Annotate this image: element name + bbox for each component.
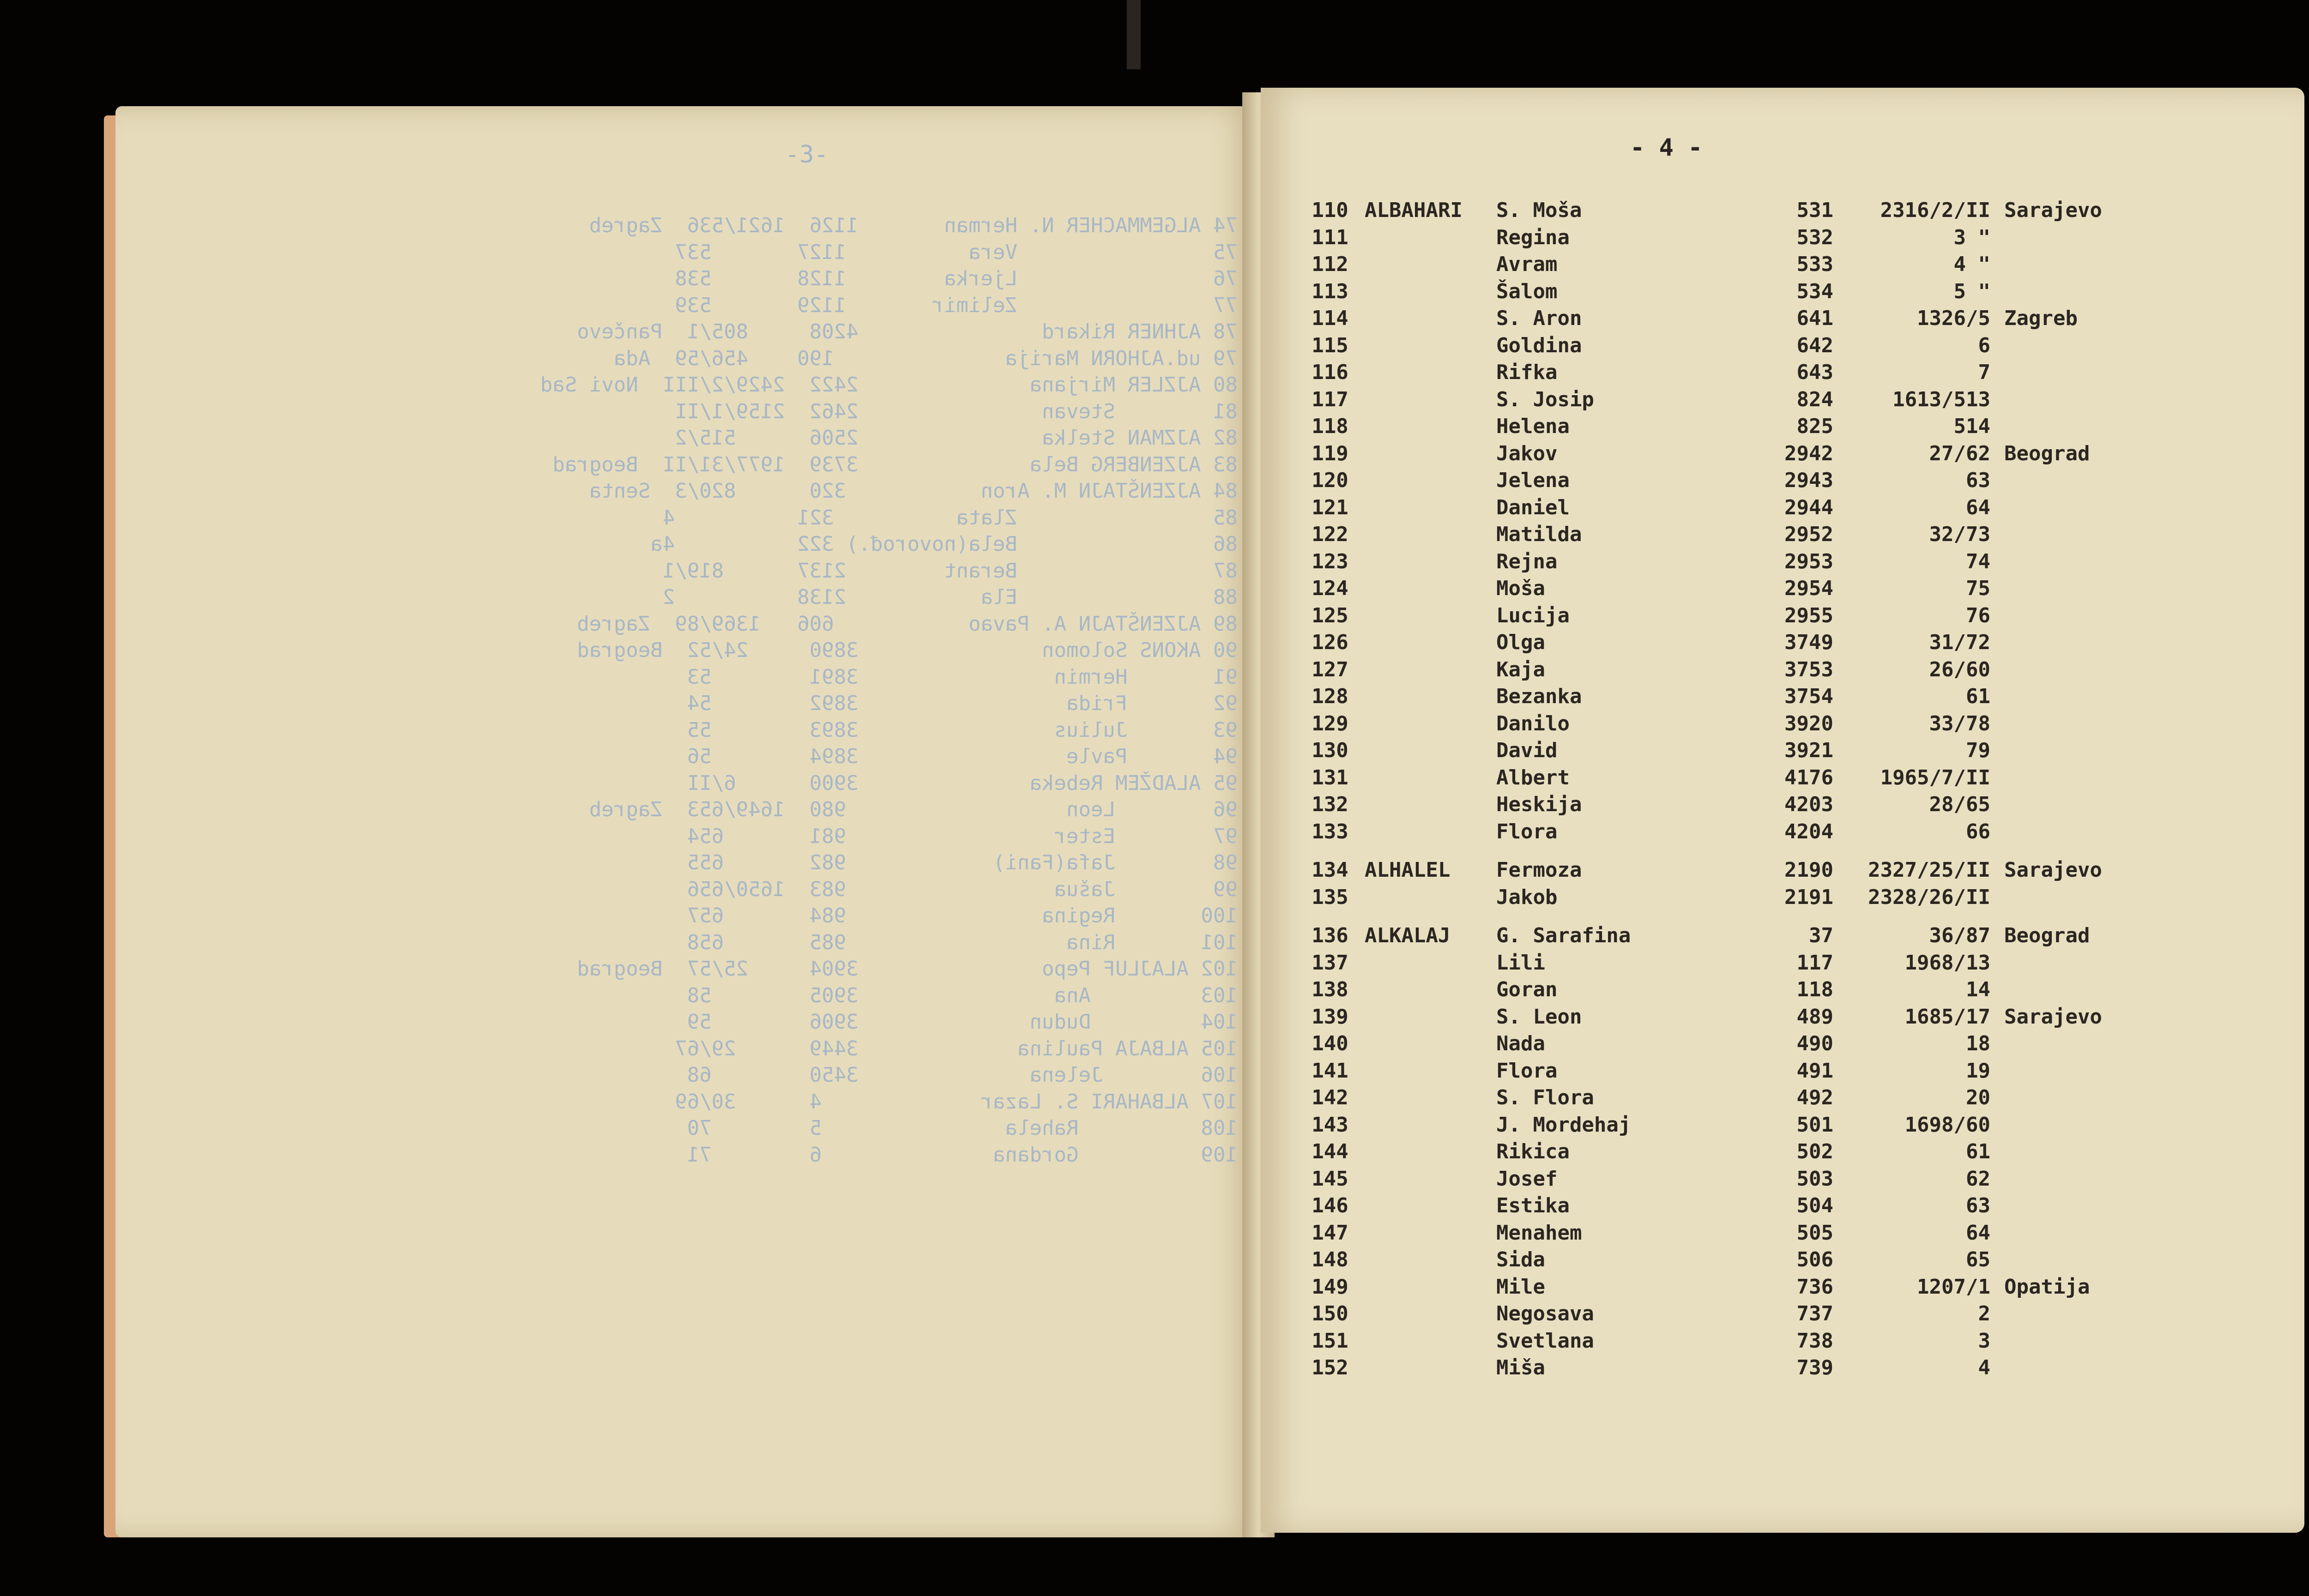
given-name: Sida xyxy=(1496,1248,1545,1271)
register-row xyxy=(0,924,2309,951)
register-row xyxy=(0,1113,2309,1140)
given-name: Mile xyxy=(1496,1275,1545,1299)
entry-number: 119 xyxy=(1312,441,1348,465)
registry-number: 503 xyxy=(1796,1167,1833,1191)
reference-number: 63 xyxy=(1966,1194,1990,1217)
given-name: Avram xyxy=(1496,253,1558,276)
registry-number: 505 xyxy=(1796,1221,1833,1245)
given-name: Menahem xyxy=(1496,1221,1582,1245)
register-row xyxy=(0,307,2309,333)
entry-number: 133 xyxy=(1312,819,1348,843)
mirrored-row: 82 AJZMAN Stelka 2506 515/2 xyxy=(675,426,1238,450)
register-row xyxy=(0,1275,2309,1302)
mirrored-row: 77 Zelimir 1129 539 xyxy=(675,293,1238,317)
registry-number: 736 xyxy=(1796,1275,1833,1299)
given-name: Negosava xyxy=(1496,1302,1594,1325)
left-page-number: -3- xyxy=(785,141,828,169)
register-row xyxy=(0,858,2309,885)
mirrored-row: 78 AJHNER Rikard 4208 805/1 Pančevo xyxy=(577,320,1238,343)
entry-number: 124 xyxy=(1312,577,1348,600)
given-name: Josef xyxy=(1496,1167,1558,1191)
reference-number: 61 xyxy=(1966,1140,1990,1163)
given-name: Rejna xyxy=(1496,549,1558,573)
registry-number: 824 xyxy=(1796,387,1833,411)
registry-number: 117 xyxy=(1796,951,1833,975)
place: Zagreb xyxy=(2004,307,2078,330)
registry-number: 504 xyxy=(1796,1194,1833,1217)
entry-number: 152 xyxy=(1312,1356,1348,1379)
reference-number: 27/62 xyxy=(1929,441,1990,465)
registry-number: 37 xyxy=(1809,924,1833,947)
mirrored-row: 99 Jašua 983 1650/656 xyxy=(687,877,1238,901)
mirrored-row: 94 Pavle 3894 56 xyxy=(687,745,1238,768)
reference-number: 2 xyxy=(1978,1302,1990,1325)
mirrored-row: 85 Zlata 321 4 xyxy=(662,506,1238,530)
reference-number: 63 xyxy=(1966,469,1990,492)
registry-number: 491 xyxy=(1796,1059,1833,1083)
reference-number: 65 xyxy=(1966,1248,1990,1271)
mirrored-row: 75 Vera 1127 537 xyxy=(675,240,1238,264)
registry-number: 506 xyxy=(1796,1248,1833,1271)
register-row xyxy=(0,496,2309,523)
mirrored-row: 105 ALBAJA Paulina 3449 29/67 xyxy=(675,1036,1238,1060)
reference-number: 32/73 xyxy=(1929,523,1990,546)
place: Sarajevo xyxy=(2004,1005,2102,1029)
right-page-number: - 4 - xyxy=(1630,134,1703,162)
mirrored-row: 102 ALAJLUF Pepo 3904 25/57 Beograd xyxy=(577,957,1238,981)
registry-number: 2190 xyxy=(1784,858,1833,882)
reference-number: 1207/1 xyxy=(1917,1275,1990,1299)
register-row xyxy=(0,1032,2309,1059)
entry-number: 127 xyxy=(1312,657,1348,681)
entry-number: 147 xyxy=(1312,1221,1348,1245)
given-name: Matilda xyxy=(1496,523,1582,546)
mirrored-row: 108 Rahela 5 70 xyxy=(687,1116,1238,1140)
mirrored-row: 76 Ljerka 1128 538 xyxy=(675,267,1238,290)
register-row xyxy=(0,469,2309,495)
mirrored-row: 83 AJZENBERG Bela 3739 1977/31/II Beograd xyxy=(552,452,1238,476)
given-name: Lili xyxy=(1496,951,1545,975)
register-row xyxy=(0,1329,2309,1356)
entry-number: 128 xyxy=(1312,685,1348,708)
register-row xyxy=(0,253,2309,279)
entry-number: 144 xyxy=(1312,1140,1348,1163)
mirrored-row: 90 AKONS Solomon 3890 24/52 Beograd xyxy=(577,638,1238,662)
mirrored-row: 95 ALADŽEM Rebeka 3900 6/II xyxy=(687,771,1238,795)
given-name: S. Flora xyxy=(1496,1086,1594,1109)
mirrored-row: 87 Berant 2137 819/1 xyxy=(662,559,1238,583)
reference-number: 1326/5 xyxy=(1917,307,1990,330)
reference-number: 2328/26/II xyxy=(1868,885,1990,909)
reference-number: 61 xyxy=(1966,685,1990,708)
mirrored-row: 81 Stevan 2462 2159/1/II xyxy=(675,399,1238,423)
reference-number: 2316/2/II xyxy=(1880,199,1990,222)
given-name: Nada xyxy=(1496,1032,1545,1055)
reference-number: 64 xyxy=(1966,495,1990,519)
given-name: Regina xyxy=(1496,225,1570,249)
entry-number: 115 xyxy=(1312,333,1348,357)
given-name: Rifka xyxy=(1496,361,1558,384)
given-name: Danilo xyxy=(1496,711,1570,735)
mirrored-row: 98 Jafa(Fani) 982 655 xyxy=(687,851,1238,874)
given-name: Albert xyxy=(1496,765,1570,789)
place: Beograd xyxy=(2004,924,2090,947)
surname: ALBAHARI xyxy=(1365,199,1463,222)
mirrored-row: 96 Leon 980 1649/653 Zagreb xyxy=(589,798,1238,821)
registry-number: 738 xyxy=(1796,1329,1833,1353)
entry-number: 129 xyxy=(1312,711,1348,735)
entry-number: 143 xyxy=(1312,1113,1348,1137)
entry-number: 138 xyxy=(1312,978,1348,1001)
registry-number: 2953 xyxy=(1784,549,1833,573)
given-name: S. Aron xyxy=(1496,307,1582,330)
given-name: J. Mordehaj xyxy=(1496,1113,1631,1137)
register-row xyxy=(0,226,2309,253)
registry-number: 534 xyxy=(1796,279,1833,303)
given-name: Kaja xyxy=(1496,657,1545,681)
reference-number: 1965/7/II xyxy=(1880,765,1990,789)
given-name: Šalom xyxy=(1496,279,1558,303)
entry-number: 137 xyxy=(1312,951,1348,975)
register-row xyxy=(0,604,2309,631)
mirrored-row: 106 Jelena 3450 68 xyxy=(687,1063,1238,1087)
entry-number: 139 xyxy=(1312,1005,1348,1029)
reference-number: 5 " xyxy=(1953,279,1990,303)
given-name: Lucija xyxy=(1496,603,1570,627)
entry-number: 116 xyxy=(1312,361,1348,384)
given-name: Olga xyxy=(1496,631,1545,654)
register-row xyxy=(0,766,2309,793)
given-name: Jakob xyxy=(1496,885,1558,909)
registry-number: 2943 xyxy=(1784,469,1833,492)
register-row xyxy=(0,1356,2309,1383)
entry-number: 125 xyxy=(1312,603,1348,627)
reference-number: 26/60 xyxy=(1929,657,1990,681)
register-row xyxy=(0,712,2309,739)
registry-number: 4176 xyxy=(1784,765,1833,789)
register-row xyxy=(0,820,2309,847)
reference-number: 79 xyxy=(1966,739,1990,762)
registry-number: 2954 xyxy=(1784,577,1833,600)
entry-number: 111 xyxy=(1312,225,1348,249)
register-row xyxy=(0,1194,2309,1221)
reference-number: 7 xyxy=(1978,361,1990,384)
register-row xyxy=(0,415,2309,441)
entry-number: 110 xyxy=(1312,199,1348,222)
mirrored-row: 97 Ester 981 654 xyxy=(687,824,1238,848)
reference-number: 1685/17 xyxy=(1904,1005,1990,1029)
register-row xyxy=(0,442,2309,469)
register-row xyxy=(0,685,2309,711)
registry-number: 492 xyxy=(1796,1086,1833,1109)
given-name: Goran xyxy=(1496,978,1558,1001)
mirrored-row: 92 Frida 3892 54 xyxy=(687,692,1238,715)
reference-number: 75 xyxy=(1966,577,1990,600)
place: Sarajevo xyxy=(2004,858,2102,882)
registry-number: 739 xyxy=(1796,1356,1833,1379)
register-row xyxy=(0,739,2309,765)
registry-number: 4204 xyxy=(1784,819,1833,843)
entry-number: 117 xyxy=(1312,387,1348,411)
given-name: Estika xyxy=(1496,1194,1570,1217)
register-row xyxy=(0,793,2309,819)
mirrored-row: 91 Hermin 3891 53 xyxy=(687,665,1238,689)
register-row xyxy=(0,550,2309,577)
reference-number: 76 xyxy=(1966,603,1990,627)
mirrored-row: 86 Bela(novorođ.) 322 4a xyxy=(650,532,1238,556)
reference-number: 74 xyxy=(1966,549,1990,573)
entry-number: 120 xyxy=(1312,469,1348,492)
register-row xyxy=(0,523,2309,549)
given-name: Goldina xyxy=(1496,333,1582,357)
registry-number: 489 xyxy=(1796,1005,1833,1029)
register-row xyxy=(0,388,2309,415)
registry-number: 502 xyxy=(1796,1140,1833,1163)
entry-number: 121 xyxy=(1312,495,1348,519)
reference-number: 4 " xyxy=(1953,253,1990,276)
reference-number: 20 xyxy=(1966,1086,1990,1109)
given-name: Flora xyxy=(1496,1059,1558,1083)
registry-number: 4203 xyxy=(1784,793,1833,816)
surname: ALHALEL xyxy=(1365,858,1451,882)
entry-number: 134 xyxy=(1312,858,1348,882)
registry-number: 3749 xyxy=(1784,631,1833,654)
place: Beograd xyxy=(2004,441,2090,465)
entry-number: 112 xyxy=(1312,253,1348,276)
register-row xyxy=(0,885,2309,912)
reference-number: 19 xyxy=(1966,1059,1990,1083)
entry-number: 141 xyxy=(1312,1059,1348,1083)
given-name: G. Sarafina xyxy=(1496,924,1631,947)
registry-number: 642 xyxy=(1796,333,1833,357)
register-row xyxy=(0,1086,2309,1113)
reference-number: 4 xyxy=(1978,1356,1990,1379)
mirrored-row: 100 Regina 984 657 xyxy=(687,904,1238,927)
entry-number: 136 xyxy=(1312,924,1348,947)
reference-number: 18 xyxy=(1966,1032,1990,1055)
registry-number: 118 xyxy=(1796,978,1833,1001)
registry-number: 490 xyxy=(1796,1032,1833,1055)
reference-number: 31/72 xyxy=(1929,631,1990,654)
reference-number: 2327/25/II xyxy=(1868,858,1990,882)
reference-number: 36/87 xyxy=(1929,924,1990,947)
register-row xyxy=(0,978,2309,1005)
registry-number: 2942 xyxy=(1784,441,1833,465)
entry-number: 118 xyxy=(1312,415,1348,438)
given-name: Bezanka xyxy=(1496,685,1582,708)
entry-number: 149 xyxy=(1312,1275,1348,1299)
registry-number: 3753 xyxy=(1784,657,1833,681)
given-name: S. Moša xyxy=(1496,199,1582,222)
register-row xyxy=(0,1005,2309,1032)
entry-number: 123 xyxy=(1312,549,1348,573)
given-name: Rikica xyxy=(1496,1140,1570,1163)
register-row xyxy=(0,1140,2309,1167)
entry-number: 122 xyxy=(1312,523,1348,546)
reference-number: 64 xyxy=(1966,1221,1990,1245)
registry-number: 2944 xyxy=(1784,495,1833,519)
registry-number: 531 xyxy=(1796,199,1833,222)
entry-number: 142 xyxy=(1312,1086,1348,1109)
entry-number: 135 xyxy=(1312,885,1348,909)
mirrored-row: 104 Dudun 3906 59 xyxy=(687,1010,1238,1034)
registry-number: 533 xyxy=(1796,253,1833,276)
reference-number: 14 xyxy=(1966,978,1990,1001)
surname: ALKALAJ xyxy=(1365,924,1451,947)
reference-number: 3 " xyxy=(1953,225,1990,249)
given-name: S. Leon xyxy=(1496,1005,1582,1029)
mirrored-row: 88 Ela 2138 2 xyxy=(662,585,1238,609)
register-row xyxy=(0,631,2309,657)
registry-number: 2952 xyxy=(1784,523,1833,546)
mirrored-row: 109 Gordana 6 71 xyxy=(687,1143,1238,1167)
mirrored-row: 103 Ana 3905 58 xyxy=(687,983,1238,1007)
entry-number: 140 xyxy=(1312,1032,1348,1055)
register-row xyxy=(0,199,2309,225)
entry-number: 148 xyxy=(1312,1248,1348,1271)
register-row xyxy=(0,658,2309,685)
reference-number: 6 xyxy=(1978,333,1990,357)
given-name: Svetlana xyxy=(1496,1329,1594,1353)
mirrored-row: 89 AJZENŠTAJN A. Pavao 606 1369/89 Zagreb xyxy=(577,612,1238,636)
register-row xyxy=(0,1248,2309,1275)
registry-number: 825 xyxy=(1796,415,1833,438)
reference-number: 514 xyxy=(1953,415,1990,438)
given-name: Flora xyxy=(1496,819,1558,843)
entry-number: 146 xyxy=(1312,1194,1348,1217)
mirrored-row: 74 ALGEMMACHER N. Herman 1126 1621/536 Zagreb xyxy=(589,214,1238,237)
entry-number: 113 xyxy=(1312,279,1348,303)
reference-number: 33/78 xyxy=(1929,711,1990,735)
given-name: Miša xyxy=(1496,1356,1545,1379)
registry-number: 3920 xyxy=(1784,711,1833,735)
registry-number: 3921 xyxy=(1784,739,1833,762)
registry-number: 2955 xyxy=(1784,603,1833,627)
register-row xyxy=(0,334,2309,361)
registry-number: 501 xyxy=(1796,1113,1833,1137)
entry-number: 151 xyxy=(1312,1329,1348,1353)
register-row xyxy=(0,361,2309,387)
given-name: Jakov xyxy=(1496,441,1558,465)
reference-number: 1613/513 xyxy=(1892,387,1990,411)
entry-number: 132 xyxy=(1312,793,1348,816)
reference-number: 1968/13 xyxy=(1904,951,1990,975)
register-row xyxy=(0,1302,2309,1329)
given-name: S. Josip xyxy=(1496,387,1594,411)
given-name: Fermoza xyxy=(1496,858,1582,882)
place: Opatija xyxy=(2004,1275,2090,1299)
given-name: Heskija xyxy=(1496,793,1582,816)
registry-number: 737 xyxy=(1796,1302,1833,1325)
given-name: Jelena xyxy=(1496,469,1570,492)
entry-number: 126 xyxy=(1312,631,1348,654)
register-row xyxy=(0,1167,2309,1194)
registry-number: 641 xyxy=(1796,307,1833,330)
registry-number: 643 xyxy=(1796,361,1833,384)
reference-number: 66 xyxy=(1966,819,1990,843)
place: Sarajevo xyxy=(2004,199,2102,222)
entry-number: 114 xyxy=(1312,307,1348,330)
entry-number: 145 xyxy=(1312,1167,1348,1191)
register-row xyxy=(0,951,2309,978)
reference-number: 62 xyxy=(1966,1167,1990,1191)
entry-number: 131 xyxy=(1312,765,1348,789)
entry-number: 150 xyxy=(1312,1302,1348,1325)
reference-number: 1698/60 xyxy=(1904,1113,1990,1137)
mirrored-row: 79 ud.AJHORN Marija 190 456/59 Ada xyxy=(613,346,1238,370)
registry-number: 3754 xyxy=(1784,685,1833,708)
given-name: Moša xyxy=(1496,577,1545,600)
register-row xyxy=(0,577,2309,603)
mirrored-row: 101 Rina 985 658 xyxy=(687,930,1238,954)
given-name: Daniel xyxy=(1496,495,1570,519)
mirrored-row: 107 ALBAHARI S. Lazar 4 30/69 xyxy=(675,1090,1238,1114)
reference-number: 28/65 xyxy=(1929,793,1990,816)
mirrored-row: 84 AJZENŠTAJN M. Aron 320 820/3 Senta xyxy=(589,479,1238,503)
given-name: David xyxy=(1496,739,1558,762)
registry-number: 532 xyxy=(1796,225,1833,249)
mirrored-row: 93 Julius 3893 55 xyxy=(687,718,1238,742)
register-row xyxy=(0,280,2309,307)
register-row xyxy=(0,1059,2309,1086)
mirrored-row: 80 AJZLER Mirjana 2422 2429/2/III Novi Sad xyxy=(540,373,1238,397)
entry-number: 130 xyxy=(1312,739,1348,762)
reference-number: 3 xyxy=(1978,1329,1990,1353)
register-row xyxy=(0,1221,2309,1248)
registry-number: 2191 xyxy=(1784,885,1833,909)
given-name: Helena xyxy=(1496,415,1570,438)
